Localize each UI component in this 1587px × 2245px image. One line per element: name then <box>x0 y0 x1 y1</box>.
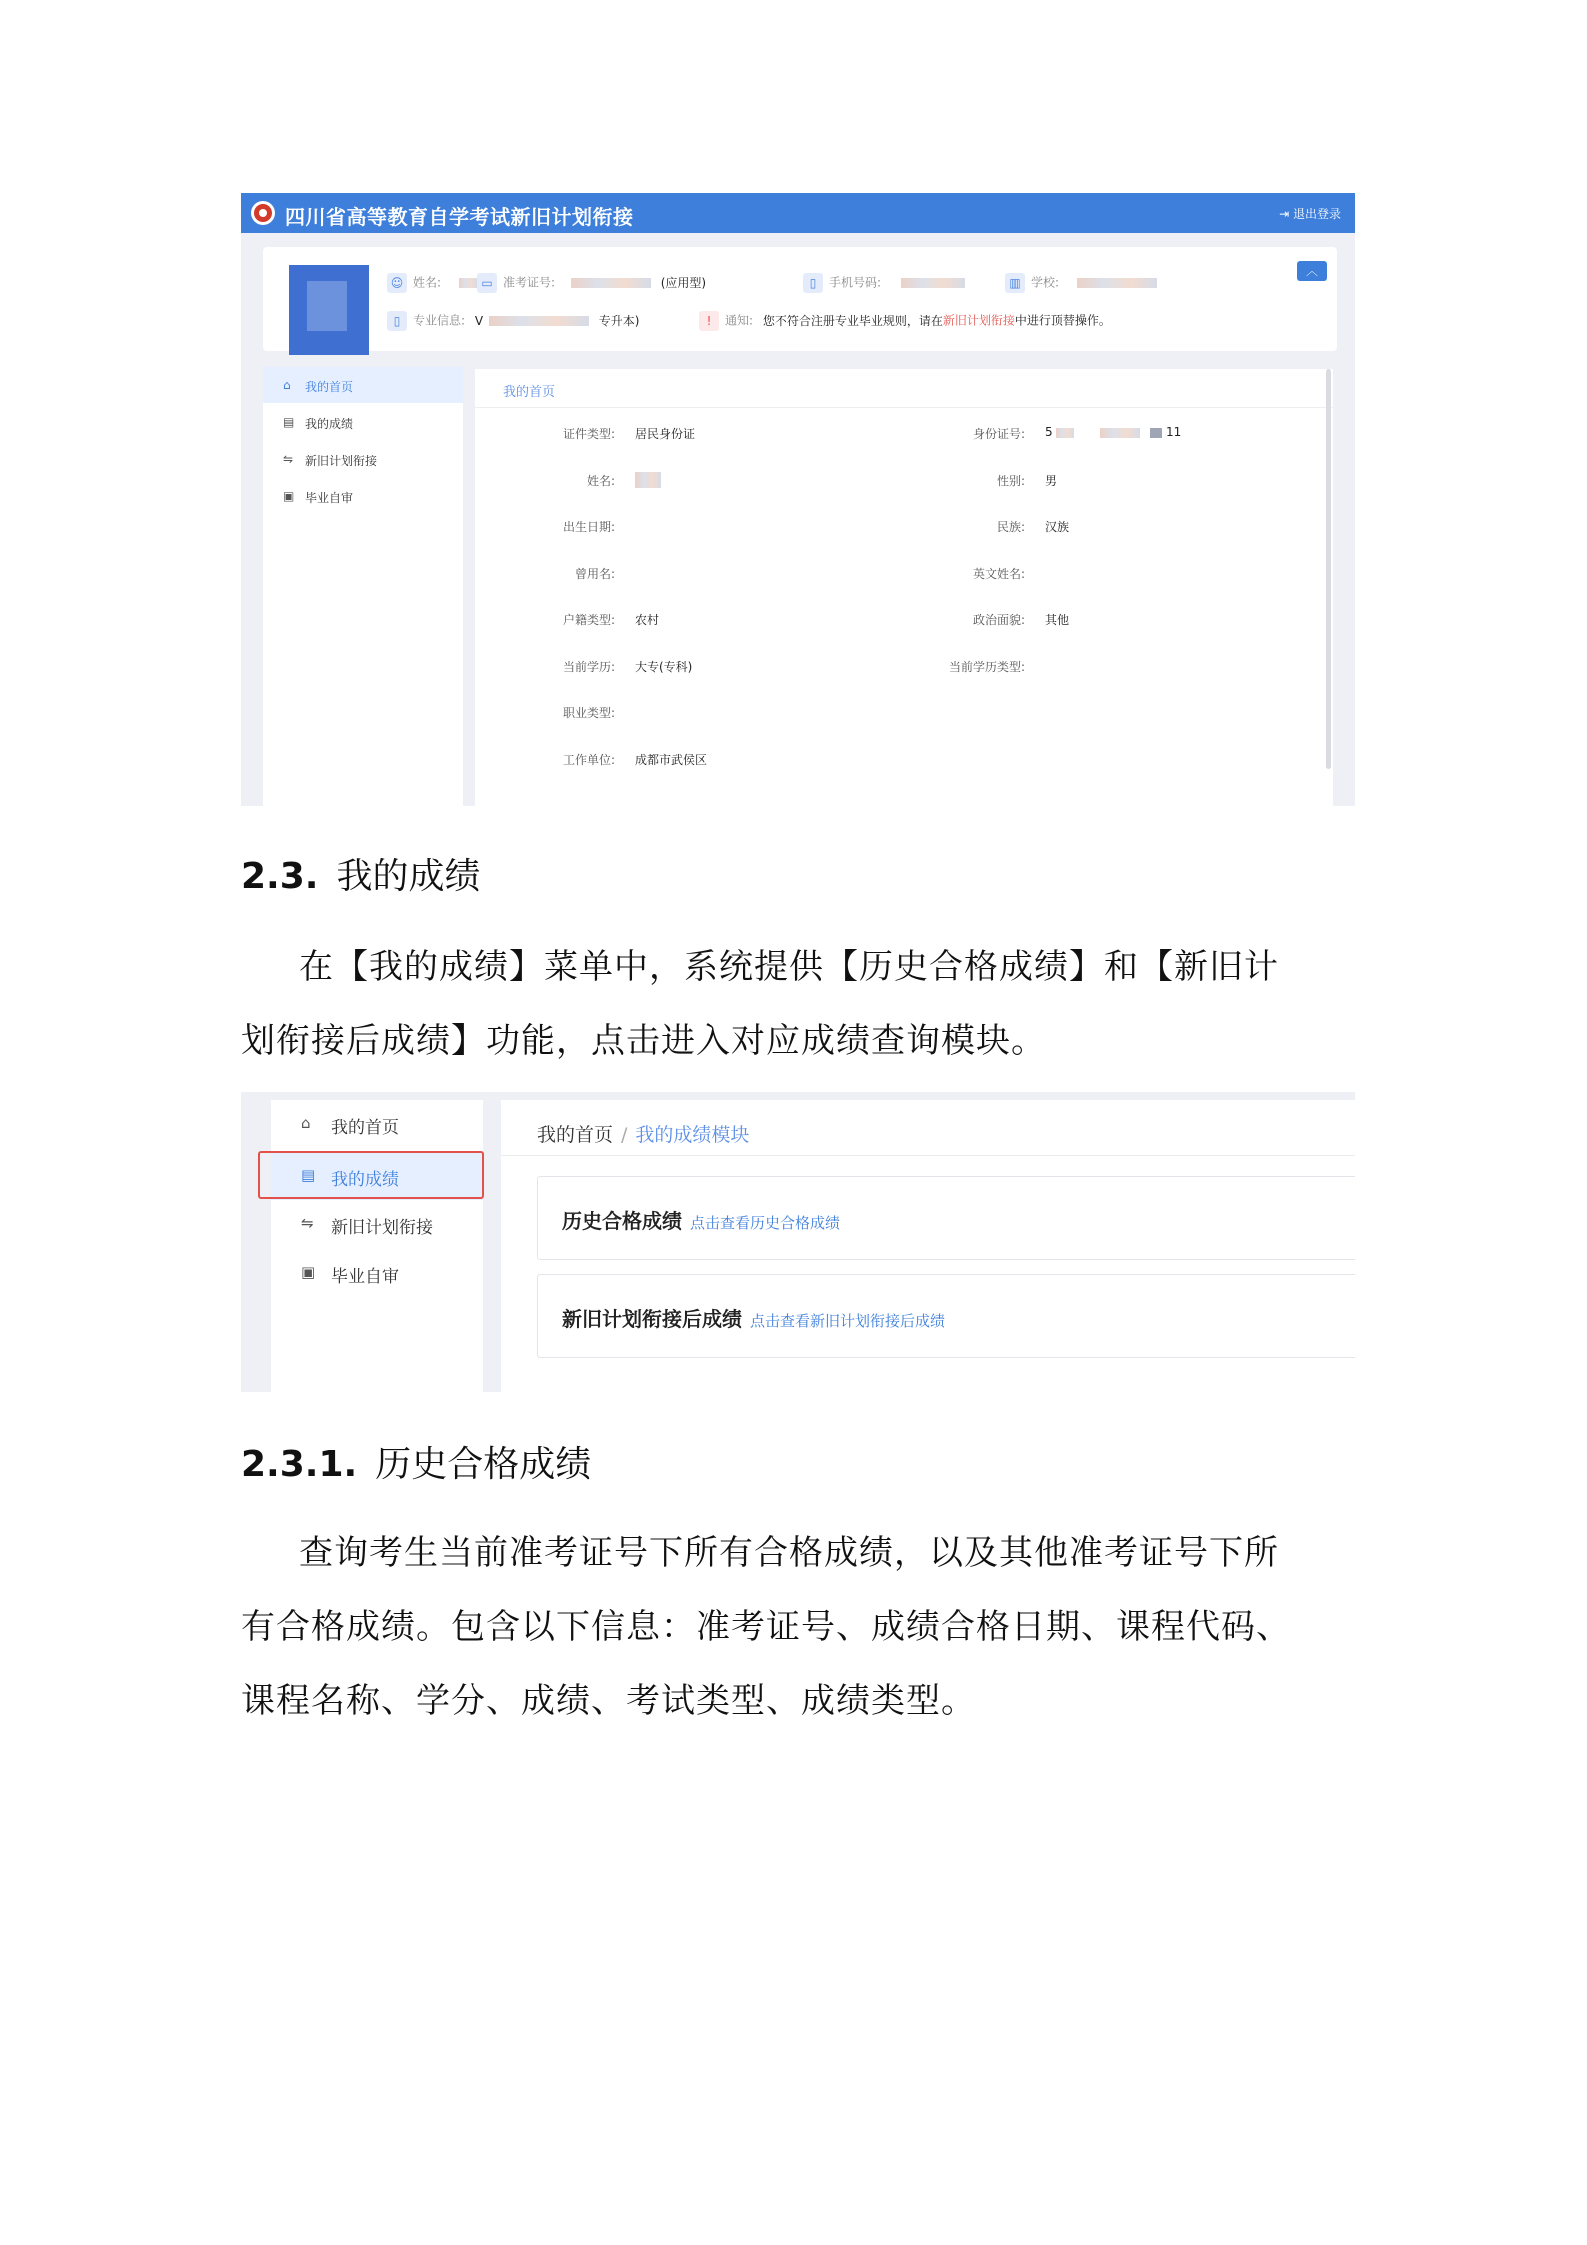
name-label: 姓名: <box>586 474 615 488</box>
paragraph-line: 在【我的成绩】菜单中，系统提供【历史合格成绩】和【新旧计 <box>299 947 1279 987</box>
app-header <box>241 193 1355 233</box>
redacted-major <box>489 316 589 326</box>
subsection-heading <box>241 1436 591 1487</box>
scrollbar[interactable] <box>1326 369 1331 769</box>
sidebar-item-graduation-review[interactable] <box>271 1249 483 1297</box>
logout-label: 退出登录 <box>1292 207 1341 221</box>
major-label: 专业信息: <box>413 313 466 328</box>
work-unit-label: 工作单位: <box>562 753 615 767</box>
breadcrumb-home[interactable]: 我的首页 <box>537 1124 614 1146</box>
sidebar <box>263 367 463 806</box>
alert-icon: ! <box>699 311 719 331</box>
phone-icon: ▯ <box>803 273 823 293</box>
paragraph-line: 课程名称、学分、成绩、考试类型、成绩类型。 <box>241 1681 976 1721</box>
sidebar-item-graduation-review[interactable] <box>263 478 463 514</box>
education-type-label: 当前学历类型: <box>948 660 1025 674</box>
section-title: 历史合格成绩 <box>375 1444 592 1485</box>
breadcrumb-separator: / <box>621 1124 628 1146</box>
former-name-label: 曾用名: <box>574 567 615 581</box>
subsection-paragraph <box>241 1516 1355 1738</box>
redacted-id <box>1100 428 1140 438</box>
scores-screenshot <box>241 1092 1355 1392</box>
history-scores-card[interactable] <box>537 1176 1355 1260</box>
notice-text: 您不符合注册专业毕业规则，请在 <box>762 313 943 328</box>
sidebar <box>271 1100 483 1392</box>
app-title: 四川省高等教育自学考试新旧计划衔接 <box>285 205 634 229</box>
section-title: 我的成绩 <box>336 856 481 897</box>
name-label: 姓名: <box>413 275 442 290</box>
sidebar-item-plan-transfer[interactable] <box>263 441 463 477</box>
breadcrumb[interactable]: 我的首页 <box>503 385 556 400</box>
sidebar-item-label: 新旧计划衔接 <box>331 1218 433 1238</box>
major-field <box>387 311 639 331</box>
logout-button[interactable] <box>1279 205 1341 222</box>
card-title-text: 历史合格成绩 <box>562 1209 682 1233</box>
breadcrumb-current: 我的成绩模块 <box>635 1124 750 1146</box>
sidebar-item-label: 我的成绩 <box>305 417 354 431</box>
phone-field <box>803 273 965 293</box>
avatar <box>289 265 369 355</box>
section-heading <box>241 848 480 899</box>
collapse-button[interactable] <box>1297 261 1327 281</box>
hukou-label: 户籍类型: <box>562 613 615 627</box>
redacted-exam-no <box>571 278 651 288</box>
id-no-value <box>1045 425 1181 439</box>
redacted-id <box>1150 428 1162 438</box>
transfer-scores-card[interactable] <box>537 1274 1355 1358</box>
sidebar-item-label: 毕业自审 <box>305 491 354 505</box>
redacted-phone <box>901 278 965 288</box>
main-panel <box>475 369 1333 806</box>
sidebar-item-label: 我的成绩 <box>331 1170 399 1190</box>
building-icon: ▥ <box>1005 273 1025 293</box>
divider <box>475 407 1333 408</box>
home-icon: ⌂ <box>301 1114 311 1132</box>
section-number: 2.3.1. <box>241 1444 358 1485</box>
redacted-school <box>1077 278 1157 288</box>
profile-card <box>263 247 1337 351</box>
job-type-label: 职业类型: <box>562 706 615 720</box>
history-scores-link[interactable]: 点击查看历史合格成绩 <box>690 1214 841 1232</box>
card-title <box>562 1205 840 1234</box>
card-icon: ▭ <box>477 273 497 293</box>
notice-field <box>699 311 1111 331</box>
id-type-label: 证件类型: <box>562 427 615 441</box>
card-title <box>562 1303 945 1332</box>
exam-no-suffix: (应用型) <box>660 275 707 290</box>
home-icon: ⌂ <box>283 378 291 392</box>
gender-label: 性别: <box>996 474 1025 488</box>
breadcrumb <box>537 1120 749 1147</box>
sidebar-item-label: 毕业自审 <box>331 1267 399 1287</box>
book-icon: ▯ <box>387 311 407 331</box>
book-icon: ▣ <box>283 489 295 503</box>
paragraph-line: 划衔接后成绩】功能，点击进入对应成绩查询模块。 <box>241 1021 1046 1061</box>
paragraph-line: 有合格成绩。包含以下信息：准考证号、成绩合格日期、课程代码、 <box>241 1607 1291 1647</box>
sidebar-item-label: 我的首页 <box>331 1118 399 1138</box>
birth-label: 出生日期: <box>562 520 615 534</box>
major-prefix: V <box>474 313 484 328</box>
exam-no-label: 准考证号: <box>503 275 556 290</box>
document-icon: ▤ <box>301 1166 316 1184</box>
redacted-id <box>1056 428 1074 438</box>
user-icon: ☺ <box>387 273 407 293</box>
divider <box>501 1155 1355 1156</box>
notice-link[interactable]: 新旧计划衔接 <box>942 313 1015 328</box>
section-number: 2.3. <box>241 856 319 897</box>
seal-logo-icon <box>251 201 275 225</box>
education-value: 大专(专科) <box>635 660 693 674</box>
politics-value: 其他 <box>1045 613 1070 627</box>
phone-label: 手机号码: <box>829 275 882 290</box>
highlight-box <box>258 1151 484 1199</box>
ethnic-label: 民族: <box>996 520 1025 534</box>
chevron-up-icon: ︿ <box>1305 264 1318 278</box>
id-no-label: 身份证号: <box>972 427 1025 441</box>
notice-tail: 中进行顶替操作。 <box>1014 313 1111 328</box>
school-label: 学校: <box>1031 275 1060 290</box>
paragraph-line: 查询考生当前准考证号下所有合格成绩，以及其他准考证号下所 <box>299 1533 1279 1573</box>
id-type-value: 居民身份证 <box>635 427 696 441</box>
exam-no-field <box>477 273 706 293</box>
card-title-text: 新旧计划衔接后成绩 <box>562 1307 742 1331</box>
section-paragraph <box>241 930 1355 1078</box>
gender-value: 男 <box>1045 474 1058 488</box>
id-no-prefix: 5 <box>1045 425 1053 439</box>
document-icon: ▤ <box>283 415 295 429</box>
education-label: 当前学历: <box>562 660 615 674</box>
transfer-scores-link[interactable]: 点击查看新旧计划衔接后成绩 <box>750 1312 946 1330</box>
english-name-label: 英文姓名: <box>972 567 1025 581</box>
sidebar-item-plan-transfer[interactable] <box>271 1200 483 1248</box>
redacted-name <box>635 472 661 488</box>
sidebar-item-label: 新旧计划衔接 <box>305 454 378 468</box>
sidebar-item-scores[interactable] <box>263 404 463 440</box>
redacted-name <box>459 278 477 288</box>
name-value <box>635 472 661 488</box>
profile-screenshot <box>241 193 1355 806</box>
swap-icon: ⇋ <box>283 452 294 466</box>
sidebar-item-home[interactable] <box>271 1100 483 1148</box>
ethnic-value: 汉族 <box>1045 520 1070 534</box>
major-suffix: 专升本) <box>598 313 640 328</box>
sidebar-item-home[interactable] <box>263 367 463 403</box>
logout-icon: ⇥ <box>1279 207 1293 221</box>
book-icon: ▣ <box>301 1263 316 1281</box>
work-unit-value: 成都市武侯区 <box>635 753 708 767</box>
swap-icon: ⇋ <box>301 1214 314 1232</box>
school-field <box>1005 273 1157 293</box>
id-no-suffix: 11 <box>1165 425 1182 439</box>
hukou-value: 农村 <box>635 613 660 627</box>
main-panel <box>501 1100 1355 1392</box>
politics-label: 政治面貌: <box>972 613 1025 627</box>
notice-label: 通知: <box>725 313 754 328</box>
sidebar-item-label: 我的首页 <box>305 380 354 394</box>
name-field <box>387 273 477 293</box>
